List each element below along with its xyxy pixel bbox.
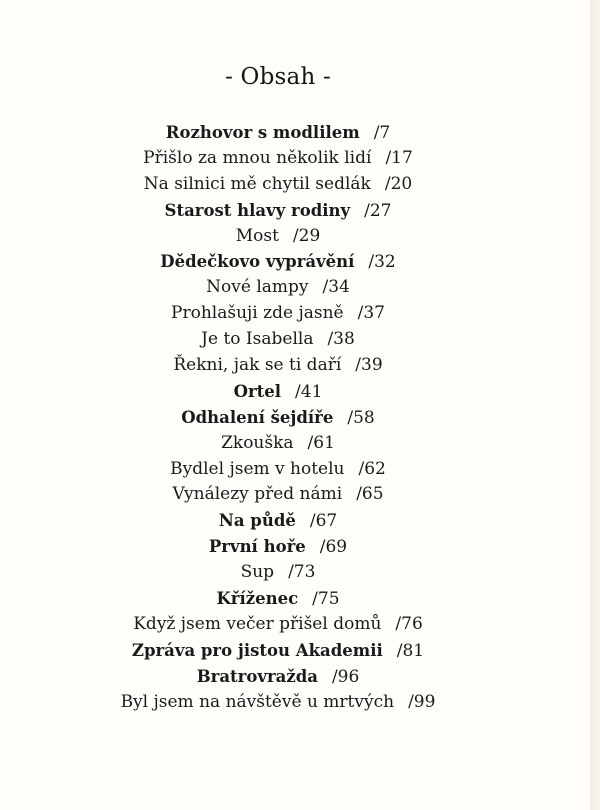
toc-entry xyxy=(0,560,556,586)
toc-entry-page-number: /99 xyxy=(408,691,436,712)
toc-entry xyxy=(0,534,556,560)
toc-entry-page-number: /61 xyxy=(307,432,335,453)
toc-entry xyxy=(0,690,556,716)
toc-entry xyxy=(0,586,556,612)
toc-entry-title: Zkouška xyxy=(221,432,294,453)
toc-entry-title: Kříženec xyxy=(216,589,299,609)
toc-entry-page-number: /38 xyxy=(327,329,355,350)
toc-entry-title: Starost hlavy rodiny xyxy=(164,200,351,220)
toc-entry-title: Sup xyxy=(240,562,275,583)
toc-entry-page-number: /41 xyxy=(295,381,323,402)
toc-entry xyxy=(0,198,556,224)
toc-entry-page-number: /34 xyxy=(322,277,350,298)
toc-entry xyxy=(0,482,556,508)
toc-entry-title: Vynálezy před námi xyxy=(172,484,343,505)
toc-entry-title: Zpráva pro jistou Akademii xyxy=(131,640,383,660)
toc-entry-title: Řekni, jak se ti daří xyxy=(173,355,342,376)
toc-entry xyxy=(0,249,556,275)
toc-entry-page-number: /29 xyxy=(292,225,321,246)
table-of-contents xyxy=(0,120,556,715)
toc-entry-page-number: /65 xyxy=(356,484,384,505)
toc-entry-title: Ortel xyxy=(233,381,282,401)
toc-entry xyxy=(0,301,556,327)
toc-entry-title: Most xyxy=(235,225,279,246)
toc-entry-title: Bratrovražda xyxy=(196,666,318,686)
toc-entry-title: Na půdě xyxy=(218,511,296,531)
toc-entry-title: Je to Isabella xyxy=(201,329,314,350)
toc-entry-page-number: /75 xyxy=(312,589,340,610)
toc-entry-page-number: /7 xyxy=(373,123,391,143)
toc-entry-title: První hoře xyxy=(208,537,306,557)
toc-entry xyxy=(0,275,556,301)
toc-entry xyxy=(0,146,556,172)
toc-entry-page-number: /67 xyxy=(309,511,338,532)
toc-entry xyxy=(0,612,556,638)
toc-entry xyxy=(0,172,556,198)
toc-entry xyxy=(0,379,556,405)
toc-entry-page-number: /37 xyxy=(357,303,385,324)
toc-entry-title: Nové lampy xyxy=(206,277,309,298)
toc-entry-page-number: /62 xyxy=(358,458,386,479)
toc-entry-page-number: /20 xyxy=(384,173,413,194)
toc-entry xyxy=(0,664,556,690)
toc-entry-page-number: /76 xyxy=(395,613,423,634)
toc-entry-title: Prohlašuji zde jasně xyxy=(171,303,344,324)
toc-entry-page-number: /81 xyxy=(396,640,425,661)
toc-entry-title: Na silnici mě chytil sedlák xyxy=(143,173,371,194)
toc-entry-title: Rozhovor s modlilem xyxy=(165,123,360,142)
toc-entry-page-number: /96 xyxy=(331,666,360,687)
toc-entry xyxy=(0,353,556,379)
toc-entry xyxy=(0,120,556,146)
toc-entry xyxy=(0,224,556,250)
toc-entry-title: Bydlel jsem v hotelu xyxy=(170,458,345,479)
page-title: - Obsah - xyxy=(225,64,331,90)
toc-entry-page-number: /27 xyxy=(364,200,392,221)
toc-entry-title: Dědečkovo vyprávění xyxy=(160,252,355,272)
toc-entry-page-number: /58 xyxy=(347,407,375,428)
toc-entry xyxy=(0,508,556,534)
toc-entry xyxy=(0,327,556,353)
toc-entry-title: Byl jsem na návštěvě u mrtvých xyxy=(120,691,395,712)
toc-entry-title: Přišlo za mnou několik lidí xyxy=(143,147,372,168)
toc-entry xyxy=(0,431,556,457)
toc-entry-page-number: /39 xyxy=(355,355,383,376)
toc-entry xyxy=(0,405,556,431)
toc-entry xyxy=(0,457,556,483)
toc-entry-page-number: /73 xyxy=(288,562,316,583)
toc-entry-page-number: /17 xyxy=(385,147,413,168)
toc-entry-page-number: /69 xyxy=(319,537,348,558)
toc-entry-title: Odhalení šejdíře xyxy=(181,407,334,427)
toc-entry xyxy=(0,638,556,664)
page-edge xyxy=(590,0,600,810)
toc-entry-page-number: /32 xyxy=(368,252,396,273)
toc-entry-title: Když jsem večer přišel domů xyxy=(133,613,382,634)
